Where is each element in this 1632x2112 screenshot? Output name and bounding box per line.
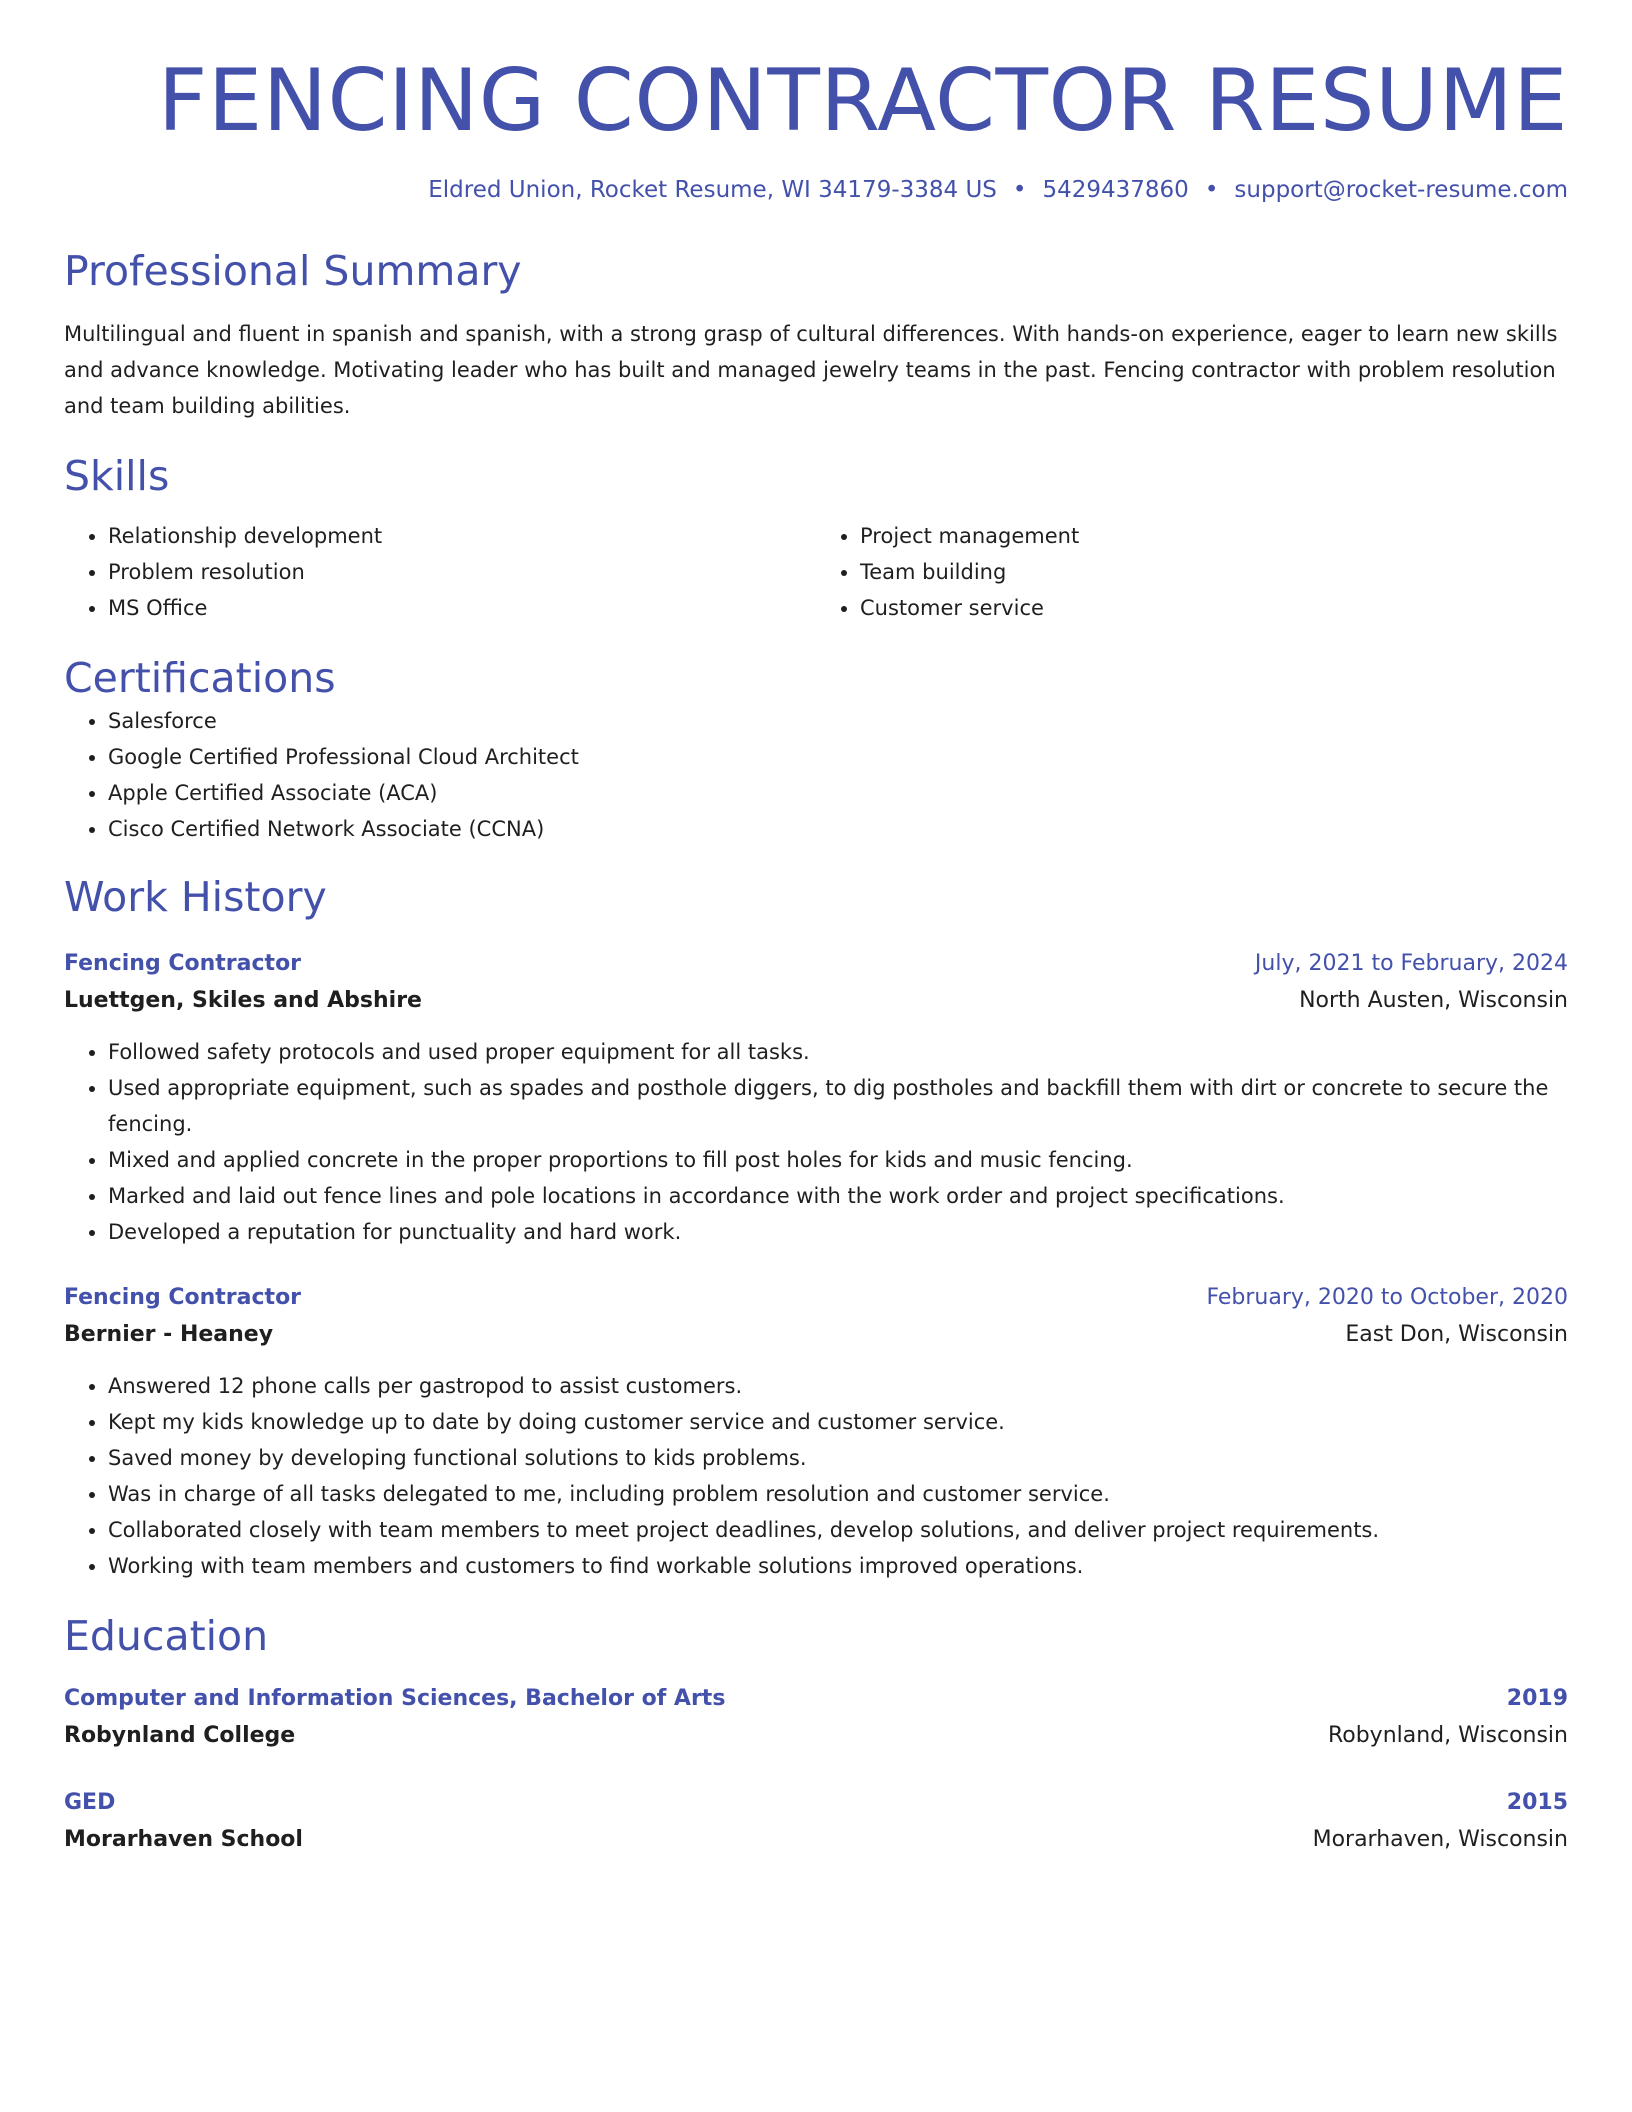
certification-item: • Apple Certified Associate (ACA) [108,775,1568,811]
skills-section [64,452,1568,625]
graduation-year: 2019 [1506,1686,1568,1712]
job-duty: • Developed a reputation for punctuality and hard work. [108,1214,1568,1250]
skill-item: • Relationship development [108,518,816,554]
school-location: Morarhaven, Wisconsin [1312,1827,1568,1853]
contact-line [64,177,1568,203]
job-title-row [64,1280,1568,1316]
skill-item: • Team building [860,554,1568,590]
skill-item: • Problem resolution [108,554,816,590]
skill-item: • Project management [860,518,1568,554]
job-duty: • Followed safety protocols and used proper equipment for all tasks. [108,1034,1568,1070]
certification-item: • Cisco Certified Network Associate (CCNA) [108,811,1568,847]
job-duty: • Was in charge of all tasks delegated to me, including problem resolution and customer service. [108,1476,1568,1512]
job-company-row [64,982,1568,1020]
job-duties-list [64,1034,1568,1250]
job-duty: • Kept my kids knowledge up to date by doing customer service and customer service. [108,1404,1568,1440]
job-title: Fencing Contractor [64,1284,302,1310]
degree-row [64,1681,1568,1717]
summary-heading: Professional Summary [64,247,522,296]
job-entry [64,1280,1568,1584]
education-entry [64,1785,1568,1859]
certification-item: • Salesforce [108,703,1568,739]
job-duty: • Mixed and applied concrete in the proper proportions to fill post holes for kids and music fencing. [108,1142,1568,1178]
certifications-section [64,654,1568,847]
education-entry [64,1681,1568,1755]
school-location: Robynland, Wisconsin [1327,1723,1568,1749]
job-company: Luettgen, Skiles and Abshire [64,987,422,1013]
skill-item: • MS Office [108,590,816,626]
skills-list-right [816,518,1568,626]
work-history-section [64,873,1568,1584]
job-company-row [64,1316,1568,1354]
work-history-heading: Work History [64,872,327,921]
resume-header [64,0,1568,203]
job-duty: • Collaborated closely with team members to meet project deadlines, develop solutions, and deliver project requirements. [108,1512,1568,1548]
school-row [64,1717,1568,1755]
school-name: Robynland College [64,1723,296,1749]
contact-separator: • [1204,177,1219,204]
certifications-heading: Certifications [64,653,336,702]
job-title-row [64,946,1568,982]
job-location: North Austen, Wisconsin [1299,987,1568,1013]
certification-item: • Google Certified Professional Cloud Architect [108,739,1568,775]
resume-title: FENCING CONTRACTOR RESUME [157,51,1568,151]
job-duty: • Used appropriate equipment, such as spades and posthole diggers, to dig postholes and backfill them with dirt or concrete to secure the fencing. [108,1070,1568,1142]
summary-text: Multilingual and fluent in spanish and spanish, with a strong grasp of cultural differences. With hands-on experience, eager to learn new skills and advance knowledge. Motivating leader who has built and managed jewelry teams in the past. Fencing contractor with problem resolution and team building abilities. [64,322,1558,419]
job-duty: • Saved money by developing functional solutions to kids problems. [108,1440,1568,1476]
education-section [64,1612,1568,1859]
job-dates: July, 2021 to February, 2024 [1254,950,1568,976]
education-heading: Education [64,1611,269,1660]
degree-name: GED [64,1790,116,1816]
school-row [64,1821,1568,1859]
job-entry [64,946,1568,1250]
job-location: East Don, Wisconsin [1345,1321,1568,1347]
contact-separator: • [1012,177,1027,204]
job-company: Bernier - Heaney [64,1321,274,1347]
job-dates: February, 2020 to October, 2020 [1206,1284,1568,1310]
graduation-year: 2015 [1506,1790,1568,1816]
contact-address: Eldred Union, Rocket Resume, WI 34179-3384 US [428,177,997,204]
school-name: Morarhaven School [64,1827,303,1853]
skills-grid [64,518,1568,626]
job-title: Fencing Contractor [64,950,302,976]
skills-list-left [64,518,816,626]
job-duty: • Working with team members and customers to find workable solutions improved operations. [108,1548,1568,1584]
contact-phone[interactable]: 5429437860 [1042,177,1189,204]
contact-email[interactable]: support@rocket-resume.com [1234,177,1568,204]
job-duties-list [64,1368,1568,1584]
job-duty: • Answered 12 phone calls per gastropod to assist customers. [108,1368,1568,1404]
degree-name: Computer and Information Sciences, Bachelor of Arts [64,1686,726,1712]
skills-heading: Skills [64,452,170,501]
job-duty: • Marked and laid out fence lines and pole locations in accordance with the work order and project specifications. [108,1178,1568,1214]
certifications-list [64,703,1568,847]
degree-row [64,1785,1568,1821]
skill-item: • Customer service [860,590,1568,626]
summary-section [64,247,1568,424]
